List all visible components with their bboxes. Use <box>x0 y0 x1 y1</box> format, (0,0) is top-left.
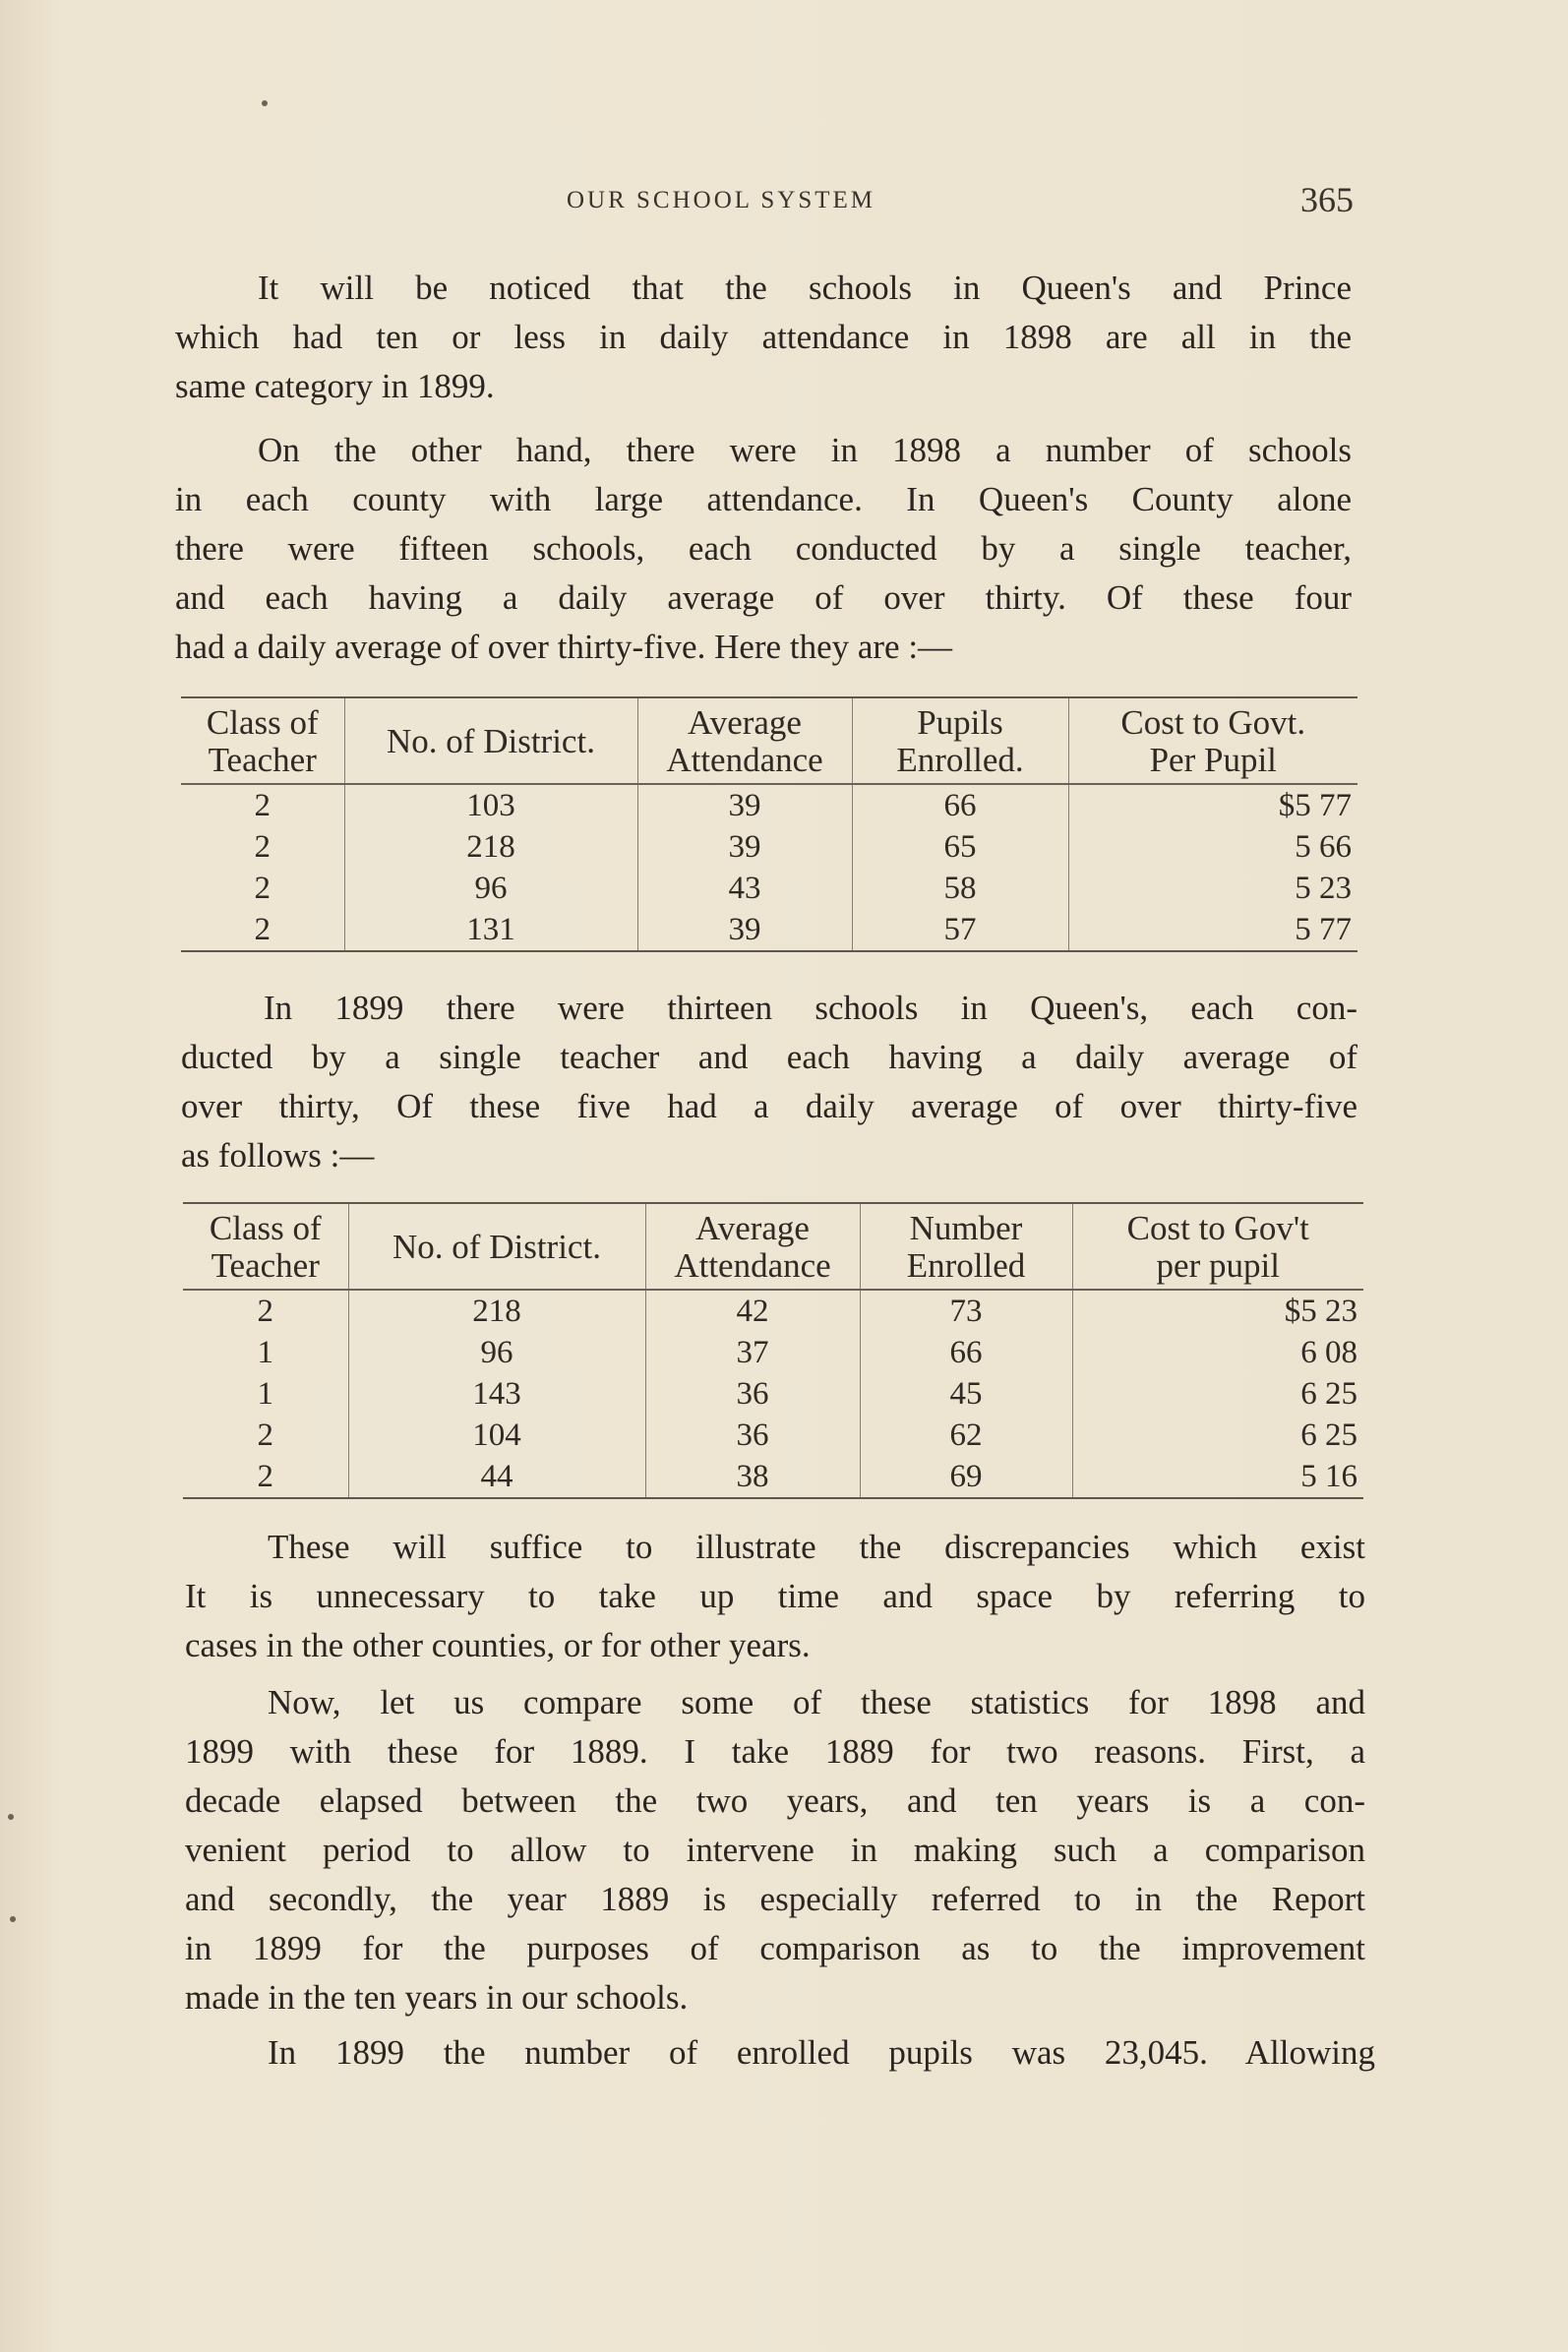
cost-cell: $5 23 <box>1284 1294 1357 1329</box>
enrolled-cell: 58 <box>852 868 1068 909</box>
text-line: made in the ten years in our schools. <box>185 1978 689 2017</box>
running-header <box>173 179 1354 228</box>
running-title: OUR SCHOOL SYSTEM <box>567 187 876 213</box>
text-line: decade elapsed between the two years, and ten years is a con- <box>185 1781 1365 1820</box>
district-cell: 103 <box>344 784 637 826</box>
text-line: ducted by a single teacher and each having a daily average of <box>181 1038 1357 1076</box>
paragraph-4 <box>185 1523 1365 1670</box>
column-header-district: No. of District. <box>348 1203 645 1290</box>
class-cell: 1 <box>183 1373 348 1415</box>
table-row <box>183 1373 1363 1415</box>
class-cell: 2 <box>181 784 344 826</box>
attendance-cell: 36 <box>645 1373 860 1415</box>
text-line: These will suffice to illustrate the discrepancies which exist <box>268 1528 1365 1566</box>
text-line: and secondly, the year 1889 is especially referred to in the Report <box>185 1880 1365 1918</box>
district-cell: 143 <box>348 1373 645 1415</box>
cost-cell: 6 25 <box>1300 1417 1357 1453</box>
text-line: over thirty, Of these five had a daily average of over thirty-five <box>181 1087 1357 1125</box>
table-header-row <box>183 1203 1363 1290</box>
text-line: Now, let us compare some of these statistics for 1898 and <box>268 1683 1365 1721</box>
attendance-cell: 39 <box>637 826 852 868</box>
text-line: cases in the other counties, or for other years. <box>185 1626 811 1664</box>
paragraph-5 <box>185 1678 1365 2022</box>
district-cell: 218 <box>348 1290 645 1332</box>
text-line: It will be noticed that the schools in Queen's and Prince <box>258 269 1352 307</box>
attendance-cell: 43 <box>637 868 852 909</box>
column-header-cost: Cost to Govt. Per Pupil <box>1068 697 1357 784</box>
cost-cell: 5 77 <box>1068 909 1357 951</box>
table-row <box>183 1456 1363 1498</box>
district-cell: 44 <box>348 1456 645 1498</box>
column-header-cost: Cost to Gov't per pupil <box>1072 1203 1363 1290</box>
text-line: had a daily average of over thirty-five. Here they are :— <box>175 628 953 666</box>
cost-cell: 5 16 <box>1072 1456 1363 1498</box>
district-cell: 96 <box>344 868 637 909</box>
attendance-cell: 36 <box>645 1415 860 1456</box>
text-line: It is unnecessary to take up time and space by referring to <box>185 1577 1365 1615</box>
text-line: in 1899 for the purposes of comparison as to the improvement <box>185 1929 1365 1967</box>
column-header-enrolled: Number Enrolled <box>860 1203 1072 1290</box>
table-1899-schools <box>183 1202 1363 1499</box>
column-header-attendance: Average Attendance <box>645 1203 860 1290</box>
column-header-class: Class of Teacher <box>183 1203 348 1290</box>
district-cell: 218 <box>344 826 637 868</box>
table-row <box>183 1332 1363 1373</box>
text-line: On the other hand, there were in 1898 a number of schools <box>258 431 1352 469</box>
cost-cell: 6 08 <box>1300 1335 1357 1370</box>
district-cell: 131 <box>344 909 637 951</box>
class-cell: 2 <box>181 909 344 951</box>
table-row <box>183 1415 1363 1456</box>
attendance-cell: 39 <box>637 784 852 826</box>
table-header-row <box>181 697 1357 784</box>
table-row <box>181 784 1357 826</box>
table-1898-schools <box>181 696 1357 952</box>
district-cell: 96 <box>348 1332 645 1373</box>
paragraph-6 <box>185 2028 1375 2078</box>
text-line: venient period to allow to intervene in making such a comparison <box>185 1831 1365 1869</box>
column-header-district: No. of District. <box>344 697 637 784</box>
text-line: In 1899 the number of enrolled pupils was 23,045. Allowing <box>268 2033 1375 2072</box>
enrolled-cell: 57 <box>852 909 1068 951</box>
cost-cell: 5 23 <box>1295 871 1352 906</box>
ink-speck <box>262 100 268 106</box>
class-cell: 2 <box>181 826 344 868</box>
column-header-enrolled: Pupils Enrolled. <box>852 697 1068 784</box>
enrolled-cell: 66 <box>860 1332 1072 1373</box>
text-line: which had ten or less in daily attendance in 1898 are all in the <box>175 318 1352 356</box>
text-line: 1899 with these for 1889. I take 1889 for two reasons. First, a <box>185 1732 1365 1771</box>
attendance-cell: 37 <box>645 1332 860 1373</box>
enrolled-cell: 65 <box>852 826 1068 868</box>
paragraph-2 <box>175 426 1352 672</box>
text-line: In 1899 there were thirteen schools in Queen's, each con- <box>264 989 1357 1027</box>
enrolled-cell: 69 <box>860 1456 1072 1498</box>
cost-cell: 6 25 <box>1300 1376 1357 1412</box>
table-row <box>181 868 1357 909</box>
enrolled-cell: 73 <box>860 1290 1072 1332</box>
attendance-cell: 38 <box>645 1456 860 1498</box>
column-header-attendance: Average Attendance <box>637 697 852 784</box>
text-line: as follows :— <box>181 1136 375 1175</box>
enrolled-cell: 45 <box>860 1373 1072 1415</box>
table-row <box>181 826 1357 868</box>
table-row <box>181 909 1357 951</box>
attendance-cell: 39 <box>637 909 852 951</box>
class-cell: 2 <box>183 1456 348 1498</box>
paragraph-3 <box>181 984 1357 1180</box>
paragraph-1 <box>175 264 1352 411</box>
class-cell: 2 <box>183 1290 348 1332</box>
class-cell: 2 <box>181 868 344 909</box>
page-number: 365 <box>1300 180 1354 219</box>
cost-cell: 5 66 <box>1295 829 1352 865</box>
enrolled-cell: 62 <box>860 1415 1072 1456</box>
attendance-cell: 42 <box>645 1290 860 1332</box>
ink-speck <box>8 1814 14 1820</box>
text-line: there were fifteen schools, each conducted by a single teacher, <box>175 529 1352 568</box>
class-cell: 2 <box>183 1415 348 1456</box>
column-header-class: Class of Teacher <box>181 697 344 784</box>
text-line: same category in 1899. <box>175 367 495 405</box>
table-row <box>183 1290 1363 1332</box>
text-line: and each having a daily average of over thirty. Of these four <box>175 578 1352 617</box>
ink-speck <box>10 1916 16 1922</box>
cost-cell: $5 77 <box>1278 788 1352 823</box>
enrolled-cell: 66 <box>852 784 1068 826</box>
text-line: in each county with large attendance. In Queen's County alone <box>175 480 1352 518</box>
class-cell: 1 <box>183 1332 348 1373</box>
district-cell: 104 <box>348 1415 645 1456</box>
